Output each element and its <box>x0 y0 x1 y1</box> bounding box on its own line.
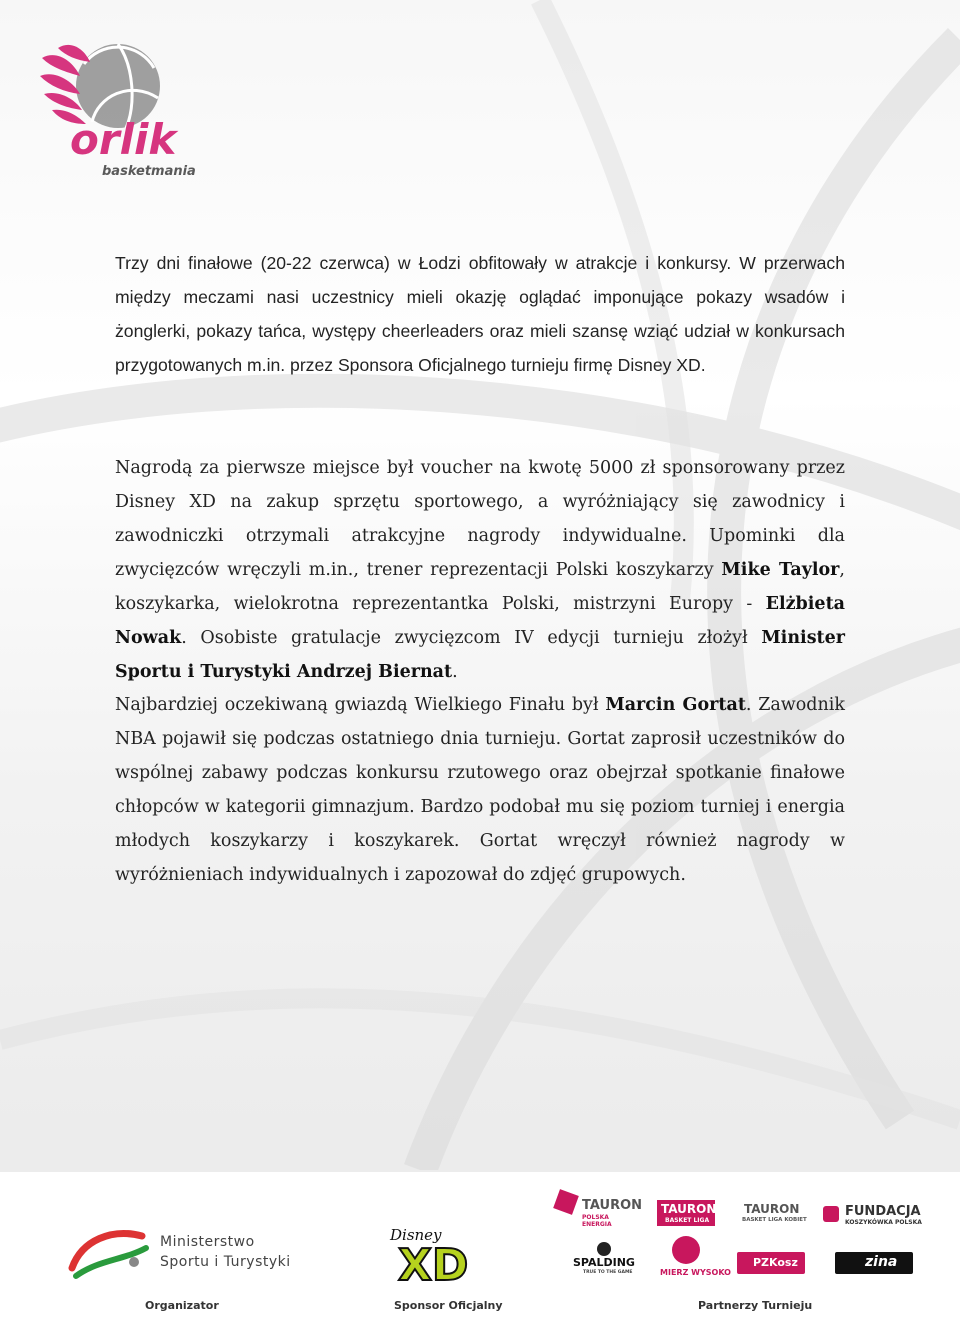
name-minister: Minister Sportu i Turystyki Andrzej Biernat <box>115 628 845 682</box>
logo-subwordmark: basketmania <box>102 164 196 179</box>
tauron-polska-energia-logo: TAURON POLSKA ENERGIA <box>556 1192 636 1228</box>
name-marcin-gortat: Marcin Gortat <box>605 695 746 715</box>
tauron-basket-liga-logo: TAURON BASKET LIGA <box>657 1200 715 1226</box>
tournament-partners-label: Partnerzy Turnieju <box>698 1299 813 1312</box>
ministry-name-line1: Ministerstwo <box>160 1234 255 1250</box>
organizer-label: Organizator <box>145 1299 219 1312</box>
svg-text:XD: XD <box>398 1240 469 1284</box>
disney-xd-logo <box>388 1222 488 1284</box>
name-mike-taylor: Mike Taylor <box>721 560 840 580</box>
paragraph-gortat: Najbardziej oczekiwaną gwiazdą Wielkiego Finału był Marcin Gortat. Zawodnik NBA pojawił się podczas ostatniego dnia turnieju. Gortat zaprosił uczestników do wspólnej zabawy podczas konkursu rzutowego oraz obejrzał spotkanie finałowe chłopców w kategorii gimnazjum. Bardzo podobał mu się poziom turniej i energia młodych koszykarzy i koszykarek. Gortat wręczył również nagrody w wyróżnieniach indywidualnych i zapozował do zdjęć grupowych. <box>115 695 845 885</box>
orlik-logo <box>36 36 221 181</box>
fundacja-koszykowka-polska-logo: FUNDACJA KOSZYKÓWKA POLSKA <box>823 1204 923 1228</box>
paragraph-finals: Trzy dni finałowe (20-22 czerwca) w Łodzi obfitowały w atrakcje i konkursy. W przerwach między meczami nasi uczestnicy mieli okazję oglądać imponujące pokazy wsadów i żonglerki, pokazy tańca, występy cheerleaders oraz mieli szansę wziąć udział w konkursach przygotowanych m.in. przez Sponsora Oficjalnego turnieju firmę Disney XD. <box>115 253 845 375</box>
ministry-name-line2: Sportu i Turystyki <box>160 1254 291 1270</box>
official-sponsor-label: Sponsor Oficjalny <box>394 1299 503 1312</box>
tauron-basket-liga-kobiet-logo: TAURON BASKET LIGA KOBIET <box>742 1202 807 1223</box>
pzkosz-logo: PZKosz <box>737 1252 805 1274</box>
zina-logo: zina <box>835 1252 913 1274</box>
paragraph-prizes: Nagrodą za pierwsze miejsce był voucher na kwotę 5000 zł sponsorowany przez Disney XD na zakup sprzętu sportowego, a wyróżniający się zawodnicy i zawodniczki otrzymali atrakcyjne nagrody indywidualne. Upominki dla zwycięzców wręczyli m.in., trener reprezentacji Polski koszykarzy Mike Taylor, koszykarka, wielokrotna reprezentantka Polski, mistrzyni Europy - Elżbieta Nowak. Osobiste gratulacje zwycięzcom IV edycji turnieju złożył Minister Sportu i Turystyki Andrzej Biernat. <box>115 458 845 682</box>
spalding-logo: SPALDING TRUE TO THE GAME <box>573 1242 637 1276</box>
name-elzbieta-nowak: Elżbieta Nowak <box>115 594 845 648</box>
mierz-wysoko-logo: MIERZ WYSOKO <box>660 1236 712 1282</box>
svg-text:Disney: Disney <box>390 1226 442 1244</box>
logo-wordmark: orlik <box>70 115 177 164</box>
